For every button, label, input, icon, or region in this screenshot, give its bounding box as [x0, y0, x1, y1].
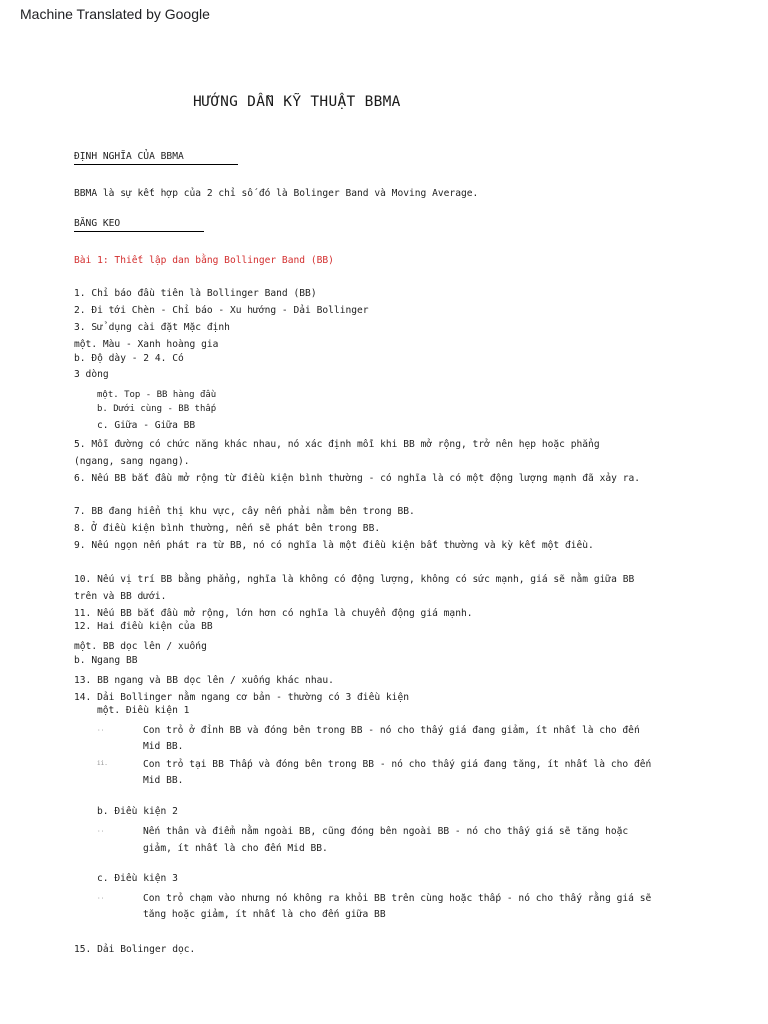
- bullet-marker: ii.: [97, 760, 108, 767]
- lesson-title: Bài 1: Thiết lập dan bằng Bollinger Band (BB): [74, 255, 334, 266]
- document-title: HƯỚNG DẪN KỸ THUẬT BBMA: [193, 94, 401, 110]
- list-item: trên và BB dưới.: [74, 591, 167, 602]
- list-item: (ngang, sang ngang).: [74, 456, 190, 467]
- condition-text: giảm, ít nhất là cho đến Mid BB.: [143, 843, 328, 854]
- condition-text: Mid BB.: [143, 741, 184, 752]
- section-heading-underline: [74, 231, 204, 232]
- bullet-marker: ··: [97, 828, 105, 835]
- section-heading-underline: [74, 164, 238, 165]
- condition-text: Mid BB.: [143, 775, 184, 786]
- condition-text: Nến thân và điểm nằm ngoài BB, cũng đóng bên ngoài BB - nó cho thấy giá sẽ tăng hoặc: [143, 826, 629, 837]
- sub-list-item: một. Điều kiện 1: [97, 705, 190, 716]
- section-heading-tape: BĂNG KEO: [74, 218, 121, 229]
- list-item: 3 dòng: [74, 369, 109, 380]
- list-item: 6. Nếu BB bắt đầu mở rộng từ điều kiện bình thường - có nghĩa là có một động lượng mạnh đã xảy ra.: [74, 473, 641, 484]
- list-item: b. Độ dày - 2 4. Có: [74, 353, 184, 364]
- condition-text: tăng hoặc giảm, ít nhất là cho đến giữa BB: [143, 909, 386, 920]
- sub-list-item: c. Giữa - Giữa BB: [97, 420, 196, 431]
- list-item: 3. Sử dụng cài đặt Mặc định: [74, 322, 230, 333]
- list-item: 10. Nếu vị trí BB bằng phẳng, nghĩa là không có động lượng, không có sức mạnh, giá sẽ nằm giữa BB: [74, 574, 635, 585]
- list-item: 5. Mỗi đường có chức năng khác nhau, nó xác định mỗi khi BB mở rộng, trở nên hẹp hoặc phẳng: [74, 439, 600, 450]
- condition-text: Con trỏ tại BB Thấp và đóng bên trong BB - nó cho thấy giá đang tăng, ít nhất là cho đến: [143, 759, 652, 770]
- list-item: b. Ngang BB: [74, 655, 138, 666]
- list-item: 8. Ở điều kiện bình thường, nến sẽ phát bên trong BB.: [74, 523, 381, 534]
- condition-text: Con trỏ ở đỉnh BB và đóng bên trong BB - nó cho thấy giá đang giảm, ít nhất là cho đến: [143, 725, 640, 736]
- sub-list-item: c. Điều kiện 3: [97, 873, 178, 884]
- list-item: 13. BB ngang và BB dọc lên / xuống khác nhau.: [74, 675, 334, 686]
- condition-text: Con trỏ chạm vào nhưng nó không ra khỏi BB trên cùng hoặc thấp - nó cho thấy rằng giá sẽ: [143, 893, 652, 904]
- sub-list-item: b. Dưới cùng - BB thấp: [97, 404, 217, 414]
- list-item: 14. Dải Bollinger nằm ngang cơ bản - thường có 3 điều kiện: [74, 692, 410, 703]
- sub-list-item: một. Top - BB hàng đầu: [97, 390, 217, 400]
- list-item: một. BB dọc lên / xuống: [74, 641, 207, 652]
- sub-list-item: b. Điều kiện 2: [97, 806, 178, 817]
- list-item: 1. Chỉ báo đầu tiên là Bollinger Band (BB): [74, 288, 317, 299]
- list-item: 7. BB đang hiển thị khu vực, cây nến phải nằm bên trong BB.: [74, 506, 415, 517]
- section-heading-definition: ĐỊNH NGHĨA CỦA BBMA: [74, 151, 184, 162]
- list-item: 15. Dải Bolinger dọc.: [74, 944, 196, 955]
- bullet-marker: ··: [97, 895, 105, 902]
- translation-banner: Machine Translated by Google: [20, 6, 210, 22]
- list-item: 12. Hai điều kiện của BB: [74, 621, 213, 632]
- list-item: 11. Nếu BB bắt đầu mở rộng, lớn hơn có nghĩa là chuyển động giá mạnh.: [74, 608, 473, 619]
- list-item: 9. Nếu ngọn nến phát ra từ BB, nó có nghĩa là một điều kiện bất thường và kỳ kết một điều.: [74, 540, 594, 551]
- bullet-marker: ··: [97, 727, 105, 734]
- list-item: 2. Đi tới Chèn - Chỉ báo - Xu hướng - Dải Bollinger: [74, 305, 369, 316]
- list-item: một. Màu - Xanh hoàng gia: [74, 339, 219, 350]
- definition-text: BBMA là sự kết hợp của 2 chỉ số đó là Bolinger Band và Moving Average.: [74, 188, 479, 199]
